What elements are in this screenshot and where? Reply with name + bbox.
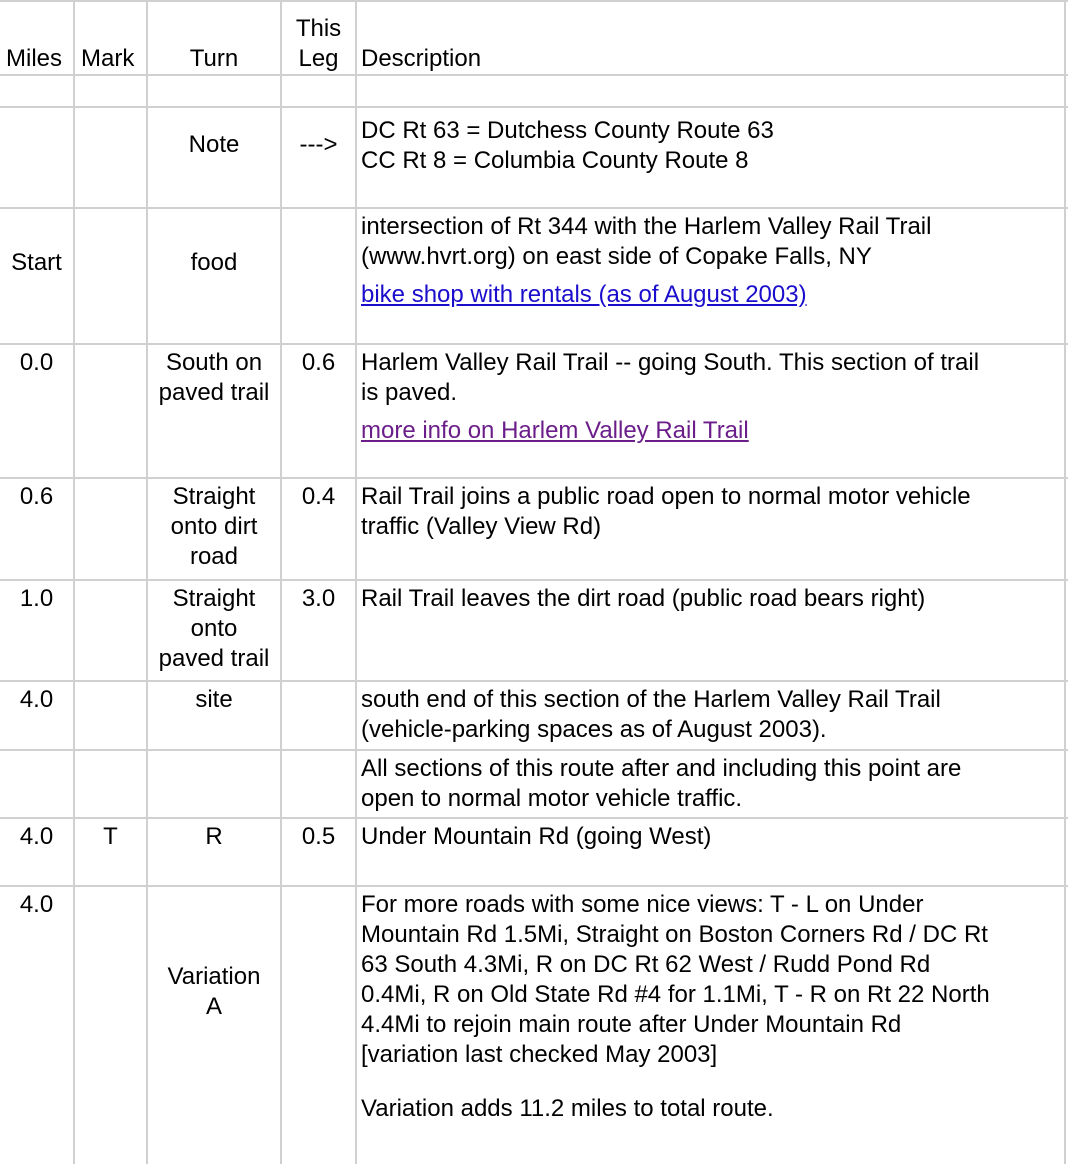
row-divider <box>0 74 1068 76</box>
bike-shop-link[interactable]: bike shop with rentals (as of August 2003) <box>361 281 807 308</box>
row-miles: 0.6 <box>19 483 54 510</box>
header-description: Description <box>361 45 482 72</box>
row-description <box>361 482 1066 542</box>
turn-line: A <box>205 993 222 1020</box>
desc-line: 4.4Mi to rejoin main route after Under Mountain Rd <box>361 1011 902 1038</box>
start-miles: Start <box>11 249 62 276</box>
start-line: (www.hvrt.org) on east side of Copake Falls, NY <box>361 243 872 270</box>
row-turn <box>148 962 280 1022</box>
rail-trail-info-link[interactable]: more info on Harlem Valley Rail Trail <box>361 417 749 444</box>
desc-line: (vehicle-parking spaces as of August 2003). <box>361 716 827 743</box>
desc-line: All sections of this route after and including this point are <box>361 755 962 782</box>
row-turn <box>148 348 280 408</box>
column-divider <box>355 0 357 1164</box>
row-leg: 3.0 <box>301 585 336 612</box>
row-miles: 4.0 <box>19 823 54 850</box>
row-turn: R <box>205 823 223 850</box>
note-leg: ---> <box>299 131 338 158</box>
row-turn: site <box>195 686 233 713</box>
row-miles: 4.0 <box>19 891 54 918</box>
desc-line: Harlem Valley Rail Trail -- going South. This section of trail <box>361 349 980 376</box>
desc-line: For more roads with some nice views: T - L on Under <box>361 891 924 918</box>
row-description: Rail Trail leaves the dirt road (public road bears right) <box>361 585 926 612</box>
row-divider <box>0 680 1068 682</box>
row-mark: T <box>103 823 118 850</box>
desc-line: traffic (Valley View Rd) <box>361 513 602 540</box>
start-description <box>361 212 1066 310</box>
header-leg-line: Leg <box>298 45 339 72</box>
note-line: DC Rt 63 = Dutchess County Route 63 <box>361 117 774 144</box>
note-turn: Note <box>188 131 240 158</box>
row-divider <box>0 885 1068 887</box>
row-miles: 0.0 <box>19 349 54 376</box>
desc-line: open to normal motor vehicle traffic. <box>361 785 743 812</box>
row-turn <box>148 584 280 674</box>
desc-line: south end of this section of the Harlem Valley Rail Trail <box>361 686 941 713</box>
header-miles: Miles <box>6 45 63 72</box>
spacer <box>361 272 1066 280</box>
desc-line: 63 South 4.3Mi, R on DC Rt 62 West / Rudd Pond Rd <box>361 951 931 978</box>
desc-line: Rail Trail joins a public road open to normal motor vehicle <box>361 483 971 510</box>
row-divider <box>0 477 1068 479</box>
desc-line: is paved. <box>361 379 458 406</box>
row-leg: 0.4 <box>301 483 336 510</box>
turn-line: South on <box>165 349 263 376</box>
row-description <box>361 754 1066 814</box>
row-description <box>361 348 1066 446</box>
start-turn: food <box>190 249 238 276</box>
spacer <box>361 1070 1066 1094</box>
header-leg-line: This <box>295 15 342 42</box>
turn-line: paved trail <box>158 379 270 406</box>
row-miles: 4.0 <box>19 686 54 713</box>
start-line: intersection of Rt 344 with the Harlem Valley Rail Trail <box>361 213 932 240</box>
header-turn: Turn <box>189 45 239 72</box>
row-leg: 0.5 <box>301 823 336 850</box>
turn-line: Straight <box>172 585 256 612</box>
row-divider <box>0 0 1068 2</box>
turn-line: paved trail <box>158 645 270 672</box>
note-line: CC Rt 8 = Columbia County Route 8 <box>361 147 749 174</box>
note-description <box>361 116 1066 176</box>
row-description <box>361 685 1066 745</box>
turn-line: onto <box>190 615 238 642</box>
desc-line: [variation last checked May 2003] <box>361 1041 718 1068</box>
row-divider <box>0 749 1068 751</box>
turn-line: Variation <box>167 963 261 990</box>
column-divider <box>280 0 282 1164</box>
row-divider <box>0 207 1068 209</box>
row-miles: 1.0 <box>19 585 54 612</box>
row-divider <box>0 817 1068 819</box>
desc-line: Mountain Rd 1.5Mi, Straight on Boston Corners Rd / DC Rt <box>361 921 988 948</box>
row-divider <box>0 106 1068 108</box>
spacer <box>361 408 1066 416</box>
header-this-leg <box>282 14 355 74</box>
desc-line: 0.4Mi, R on Old State Rd #4 for 1.1Mi, T - R on Rt 22 North <box>361 981 990 1008</box>
row-divider <box>0 343 1068 345</box>
desc-line: Variation adds 11.2 miles to total route. <box>361 1095 774 1122</box>
header-mark: Mark <box>81 45 135 72</box>
row-divider <box>0 579 1068 581</box>
turn-line: road <box>189 543 239 570</box>
row-leg: 0.6 <box>301 349 336 376</box>
turn-line: onto dirt <box>170 513 258 540</box>
row-turn <box>148 482 280 572</box>
column-divider <box>73 0 75 1164</box>
variation-description <box>361 890 1066 1124</box>
row-description: Under Mountain Rd (going West) <box>361 823 712 850</box>
turn-line: Straight <box>172 483 256 510</box>
